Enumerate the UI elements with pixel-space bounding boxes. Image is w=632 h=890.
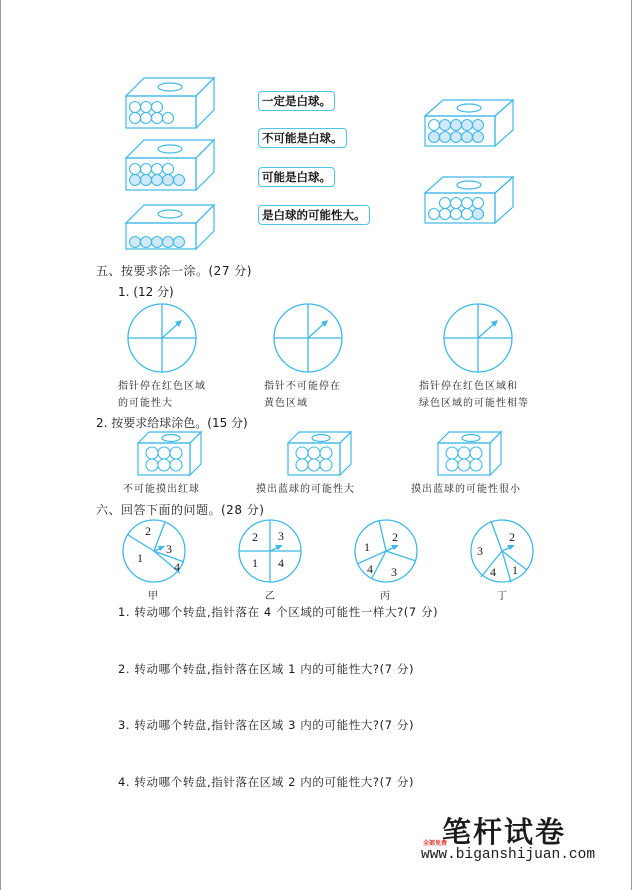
svg-text:4: 4 bbox=[174, 560, 180, 574]
question-2: 2. 转动哪个转盘,指针落在区域 1 内的可能性大?(7 分) bbox=[118, 662, 415, 676]
svg-text:2: 2 bbox=[509, 530, 515, 544]
spinner-2-caption-line2: 黄色区域 bbox=[264, 398, 308, 409]
match-label-1[interactable]: 一定是白球。 bbox=[258, 91, 335, 111]
spinner-3-caption-line1: 指针停在红色区域和 bbox=[419, 381, 518, 392]
svg-text:2: 2 bbox=[392, 530, 398, 544]
question-3: 3. 转动哪个转盘,指针落在区域 3 内的可能性大?(7 分) bbox=[118, 718, 415, 732]
color-box-3-caption: 摸出蓝球的可能性很小 bbox=[411, 484, 521, 495]
svg-text:4: 4 bbox=[278, 556, 284, 570]
svg-text:3: 3 bbox=[391, 565, 397, 579]
spinner-jia-name: 甲 bbox=[148, 591, 159, 602]
ball-box-right-2 bbox=[425, 177, 515, 227]
ball-box-left-3 bbox=[126, 205, 216, 257]
spinner-ding bbox=[469, 518, 535, 584]
match-label-3[interactable]: 可能是白球。 bbox=[258, 167, 335, 187]
match-label-2[interactable]: 不可能是白球。 bbox=[258, 128, 347, 148]
brand-url[interactable]: www.biganshijuan.com bbox=[421, 847, 596, 863]
spinner-3-caption-line2: 绿色区域的可能性相等 bbox=[419, 398, 529, 409]
color-box-1-caption: 不可能摸出红球 bbox=[123, 484, 200, 495]
spinner-jia bbox=[121, 518, 187, 584]
ball-box-left-2 bbox=[126, 140, 216, 192]
svg-text:3: 3 bbox=[278, 529, 284, 543]
svg-text:1: 1 bbox=[137, 551, 143, 565]
svg-text:1: 1 bbox=[252, 556, 258, 570]
color-ball-box-1[interactable] bbox=[138, 432, 202, 478]
brand-free-tag: 全部免费 bbox=[423, 840, 448, 847]
spinner-ding-name: 丁 bbox=[497, 591, 508, 602]
svg-text:4: 4 bbox=[367, 562, 373, 576]
question-4: 4. 转动哪个转盘,指针落在区域 2 内的可能性大?(7 分) bbox=[118, 775, 415, 789]
spinner-2-caption-line1: 指针不可能停在 bbox=[264, 381, 341, 392]
spinner-yi-name: 乙 bbox=[265, 591, 276, 602]
spinner-1-caption-line2: 的可能性大 bbox=[118, 398, 173, 409]
question-1: 1. 转动哪个转盘,指针落在 4 个区域的可能性一样大?(7 分) bbox=[118, 605, 439, 619]
svg-text:2: 2 bbox=[145, 524, 151, 538]
svg-text:3: 3 bbox=[477, 544, 483, 558]
spinner-1-caption-line1: 指针停在红色区域 bbox=[118, 381, 206, 392]
brand-logo-text: 笔杆试卷 bbox=[442, 815, 567, 849]
spinner-blank-1[interactable] bbox=[126, 302, 198, 374]
spinner-bing bbox=[353, 518, 419, 584]
color-ball-box-2[interactable] bbox=[288, 432, 352, 478]
spinner-blank-3[interactable] bbox=[442, 302, 514, 374]
svg-text:3: 3 bbox=[166, 542, 172, 556]
svg-text:4: 4 bbox=[490, 565, 496, 579]
section6-title: 六、回答下面的问题。(28 分) bbox=[96, 503, 265, 517]
color-ball-box-3[interactable] bbox=[438, 432, 502, 478]
ball-box-right-1 bbox=[425, 100, 515, 150]
svg-text:1: 1 bbox=[364, 540, 370, 554]
svg-text:1: 1 bbox=[512, 563, 518, 577]
ball-box-left-1 bbox=[126, 78, 216, 130]
match-label-4[interactable]: 是白球的可能性大。 bbox=[258, 205, 370, 225]
color-box-2-caption: 摸出蓝球的可能性大 bbox=[256, 484, 355, 495]
spinner-yi bbox=[237, 518, 303, 584]
spinner-bing-name: 丙 bbox=[380, 591, 391, 602]
section5-title: 五、按要求涂一涂。(27 分) bbox=[96, 264, 252, 278]
svg-text:2: 2 bbox=[252, 530, 258, 544]
spinner-blank-2[interactable] bbox=[272, 302, 344, 374]
section5-part1-title: 1. (12 分) bbox=[118, 285, 174, 299]
section5-part2-title: 2. 按要求给球涂色。(15 分) bbox=[96, 416, 248, 430]
